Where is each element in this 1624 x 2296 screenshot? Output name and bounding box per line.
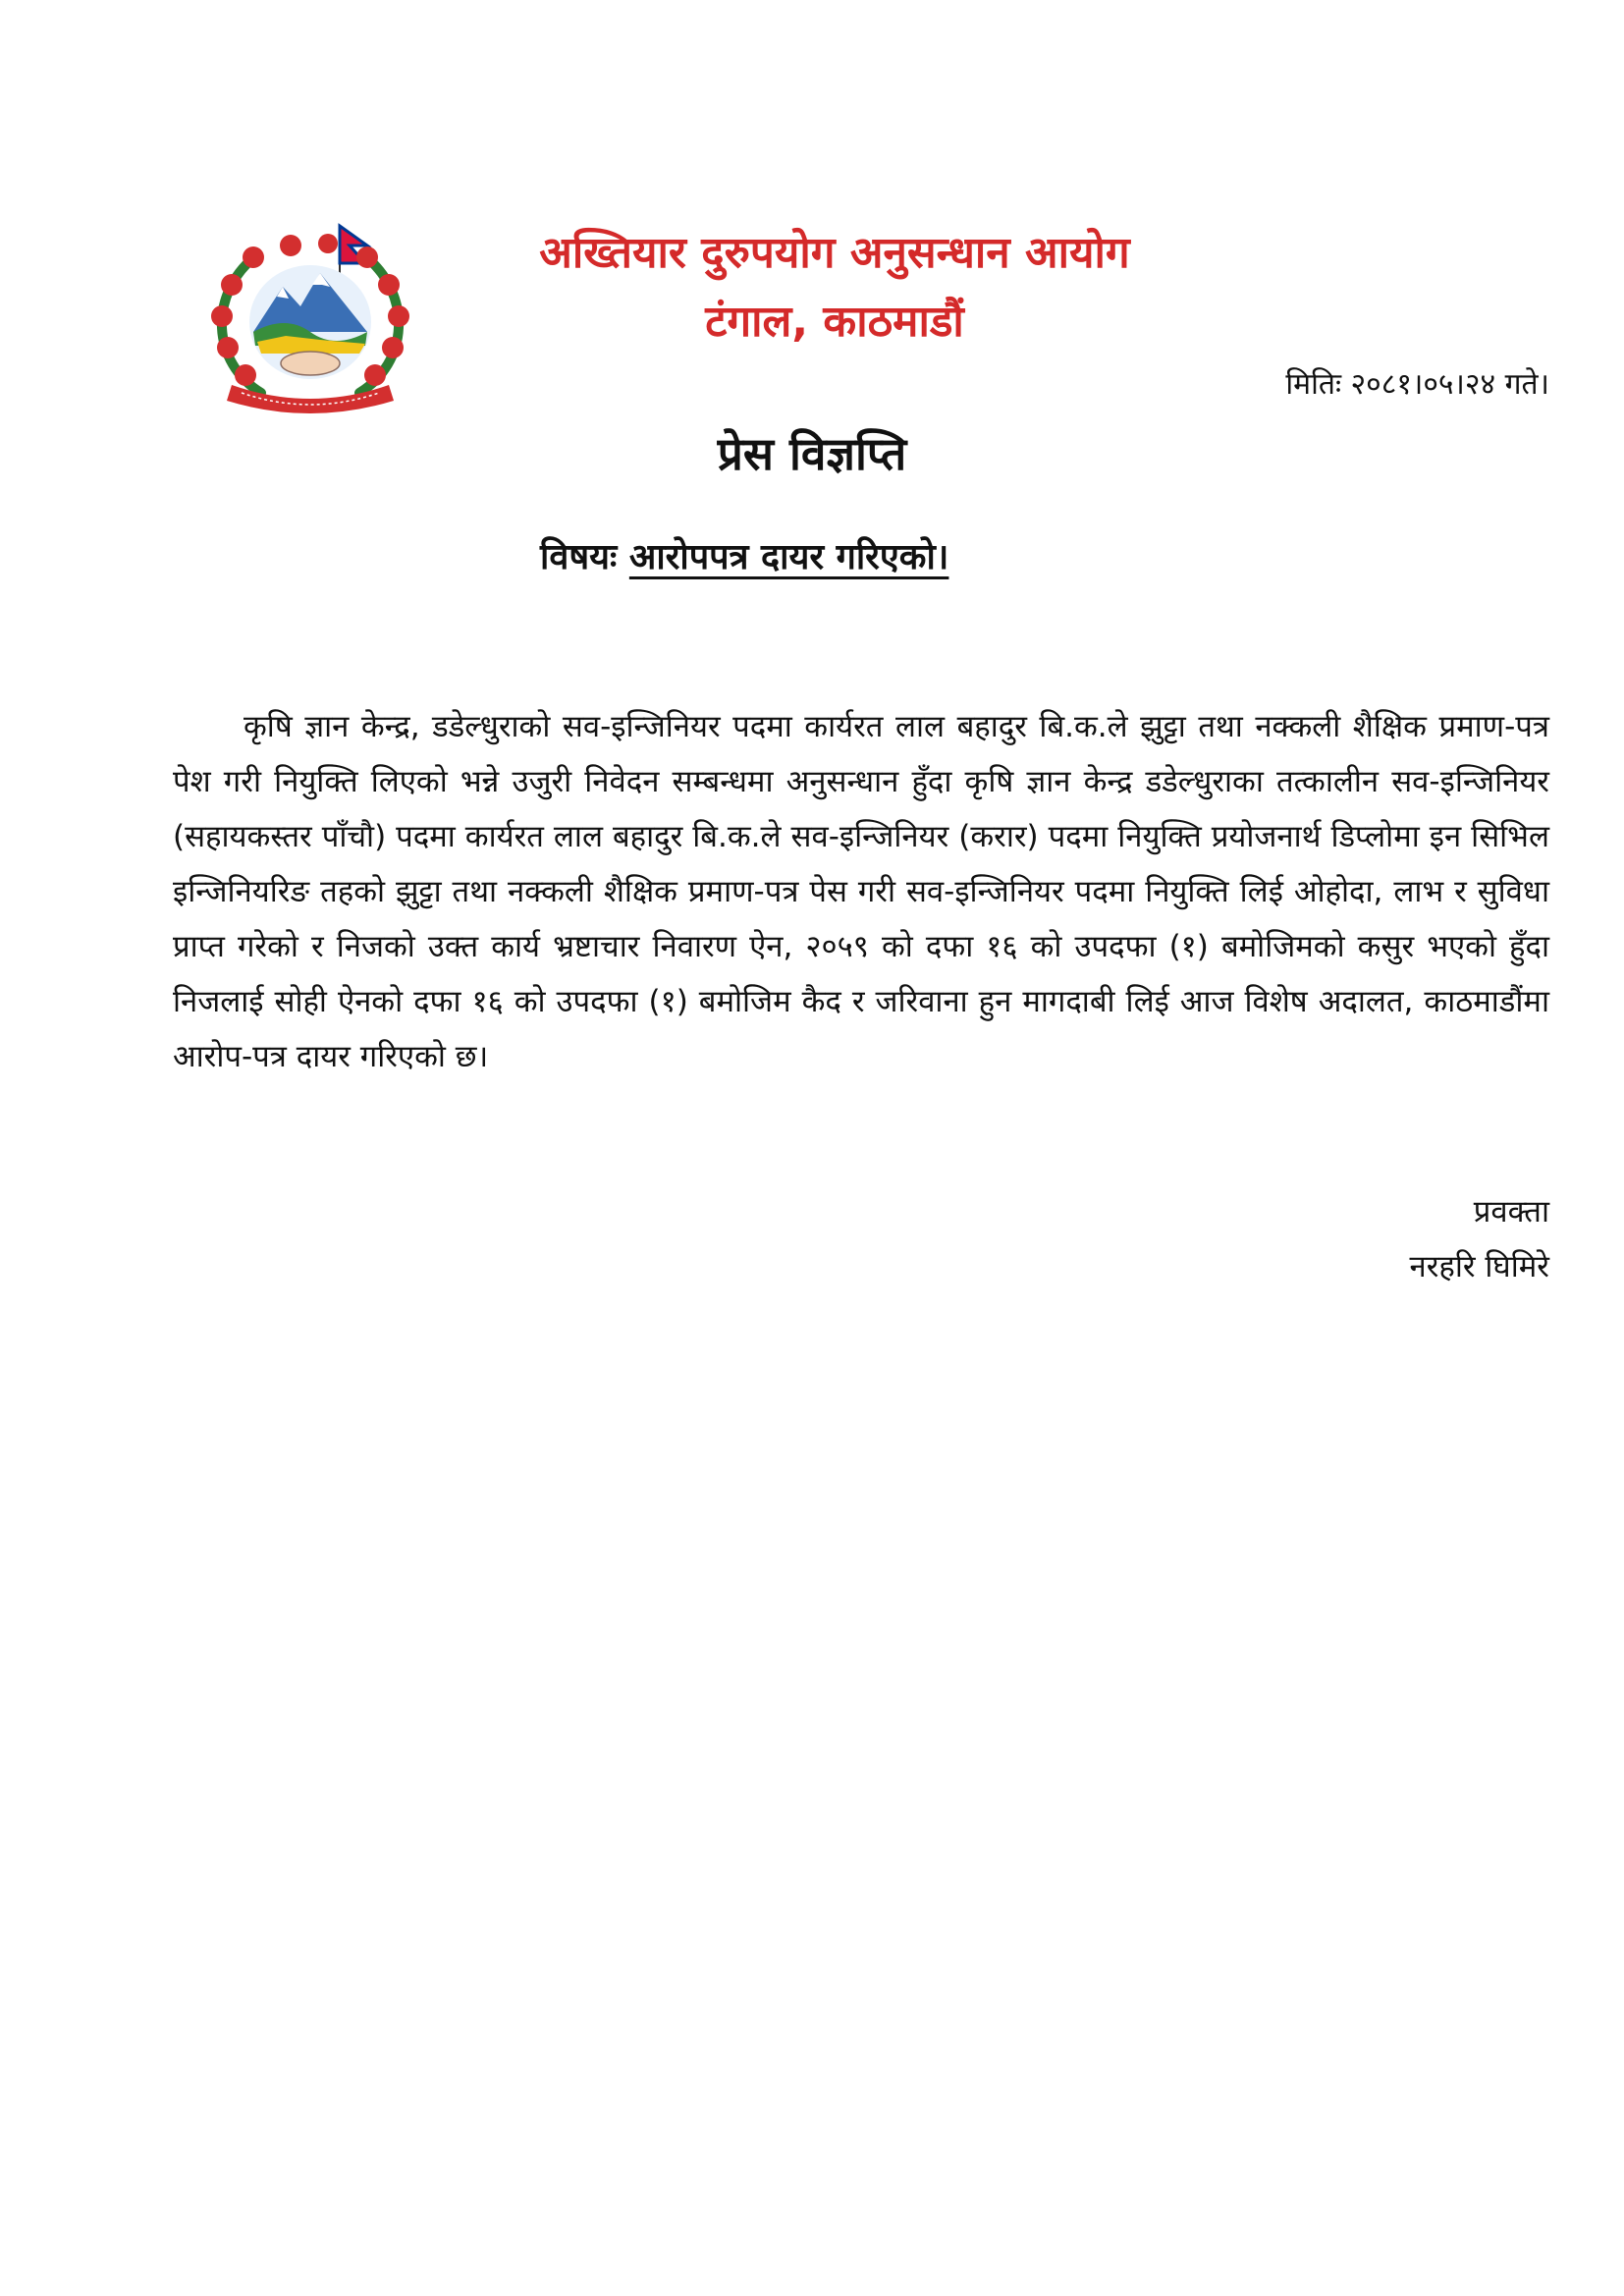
organization-name: अख्तियार दुरुपयोग अनुसन्धान आयोग	[539, 228, 1130, 278]
subject-line	[540, 534, 948, 581]
subject-text: आरोपपत्र दायर गरिएको।	[628, 537, 949, 577]
subject-label: विषयः	[540, 537, 618, 577]
issue-date: मितिः २०८१।०५।२४ गते।	[1285, 367, 1549, 402]
document-title: प्रेस विज्ञप्ति	[717, 427, 907, 480]
press-release-body: कृषि ज्ञान केन्द्र, डडेल्धुराको सव-इन्जिनियर पदमा कार्यरत लाल बहादुर बि.क.ले झुट्टा तथा नक्कली शैक्षिक प्रमाण-पत्र पेश गरी नियुक्ति लिएको भन्ने उजुरी निवेदन सम्बन्धमा अनुसन्धान हुँदा कृषि ज्ञान केन्द्र डडेल्धुराका तत्कालीन सव-इन्जिनियर (सहायकस्तर पाँचौ) पदमा कार्यरत लाल बहादुर बि.क.ले सव-इन्जिनियर (करार) पदमा नियुक्ति प्रयोजनार्थ डिप्लोमा इन सिभिल इन्जिनियरिङ तहको झुट्टा तथा नक्कली शैक्षिक प्रमाण-पत्र पेस गरी सव-इन्जिनियर पदमा नियुक्ति लिई ओहोदा, लाभ र सुविधा प्राप्त गरेको र निजको उक्त कार्य भ्रष्टाचार निवारण ऐन, २०५९ को दफा १६ को उपदफा (१) बमोजिमको कसुर भएको हुँदा निजलाई सोही ऐनको दफा १६ को उपदफा (१) बमोजिम कैद र जरिवाना हुन मागदाबी लिई आज विशेष अदालत, काठमाडौंमा आरोप-पत्र दायर गरिएको छ।	[173, 709, 1549, 1074]
signature-block	[1409, 1184, 1549, 1294]
signatory-name: नरहरि घिमिरे	[1409, 1249, 1549, 1285]
signatory-role: प्रवक्ता	[1473, 1194, 1549, 1230]
nepal-government-emblem-icon	[192, 216, 428, 422]
organization-location: टंगाल, काठमाडौं	[705, 297, 964, 347]
